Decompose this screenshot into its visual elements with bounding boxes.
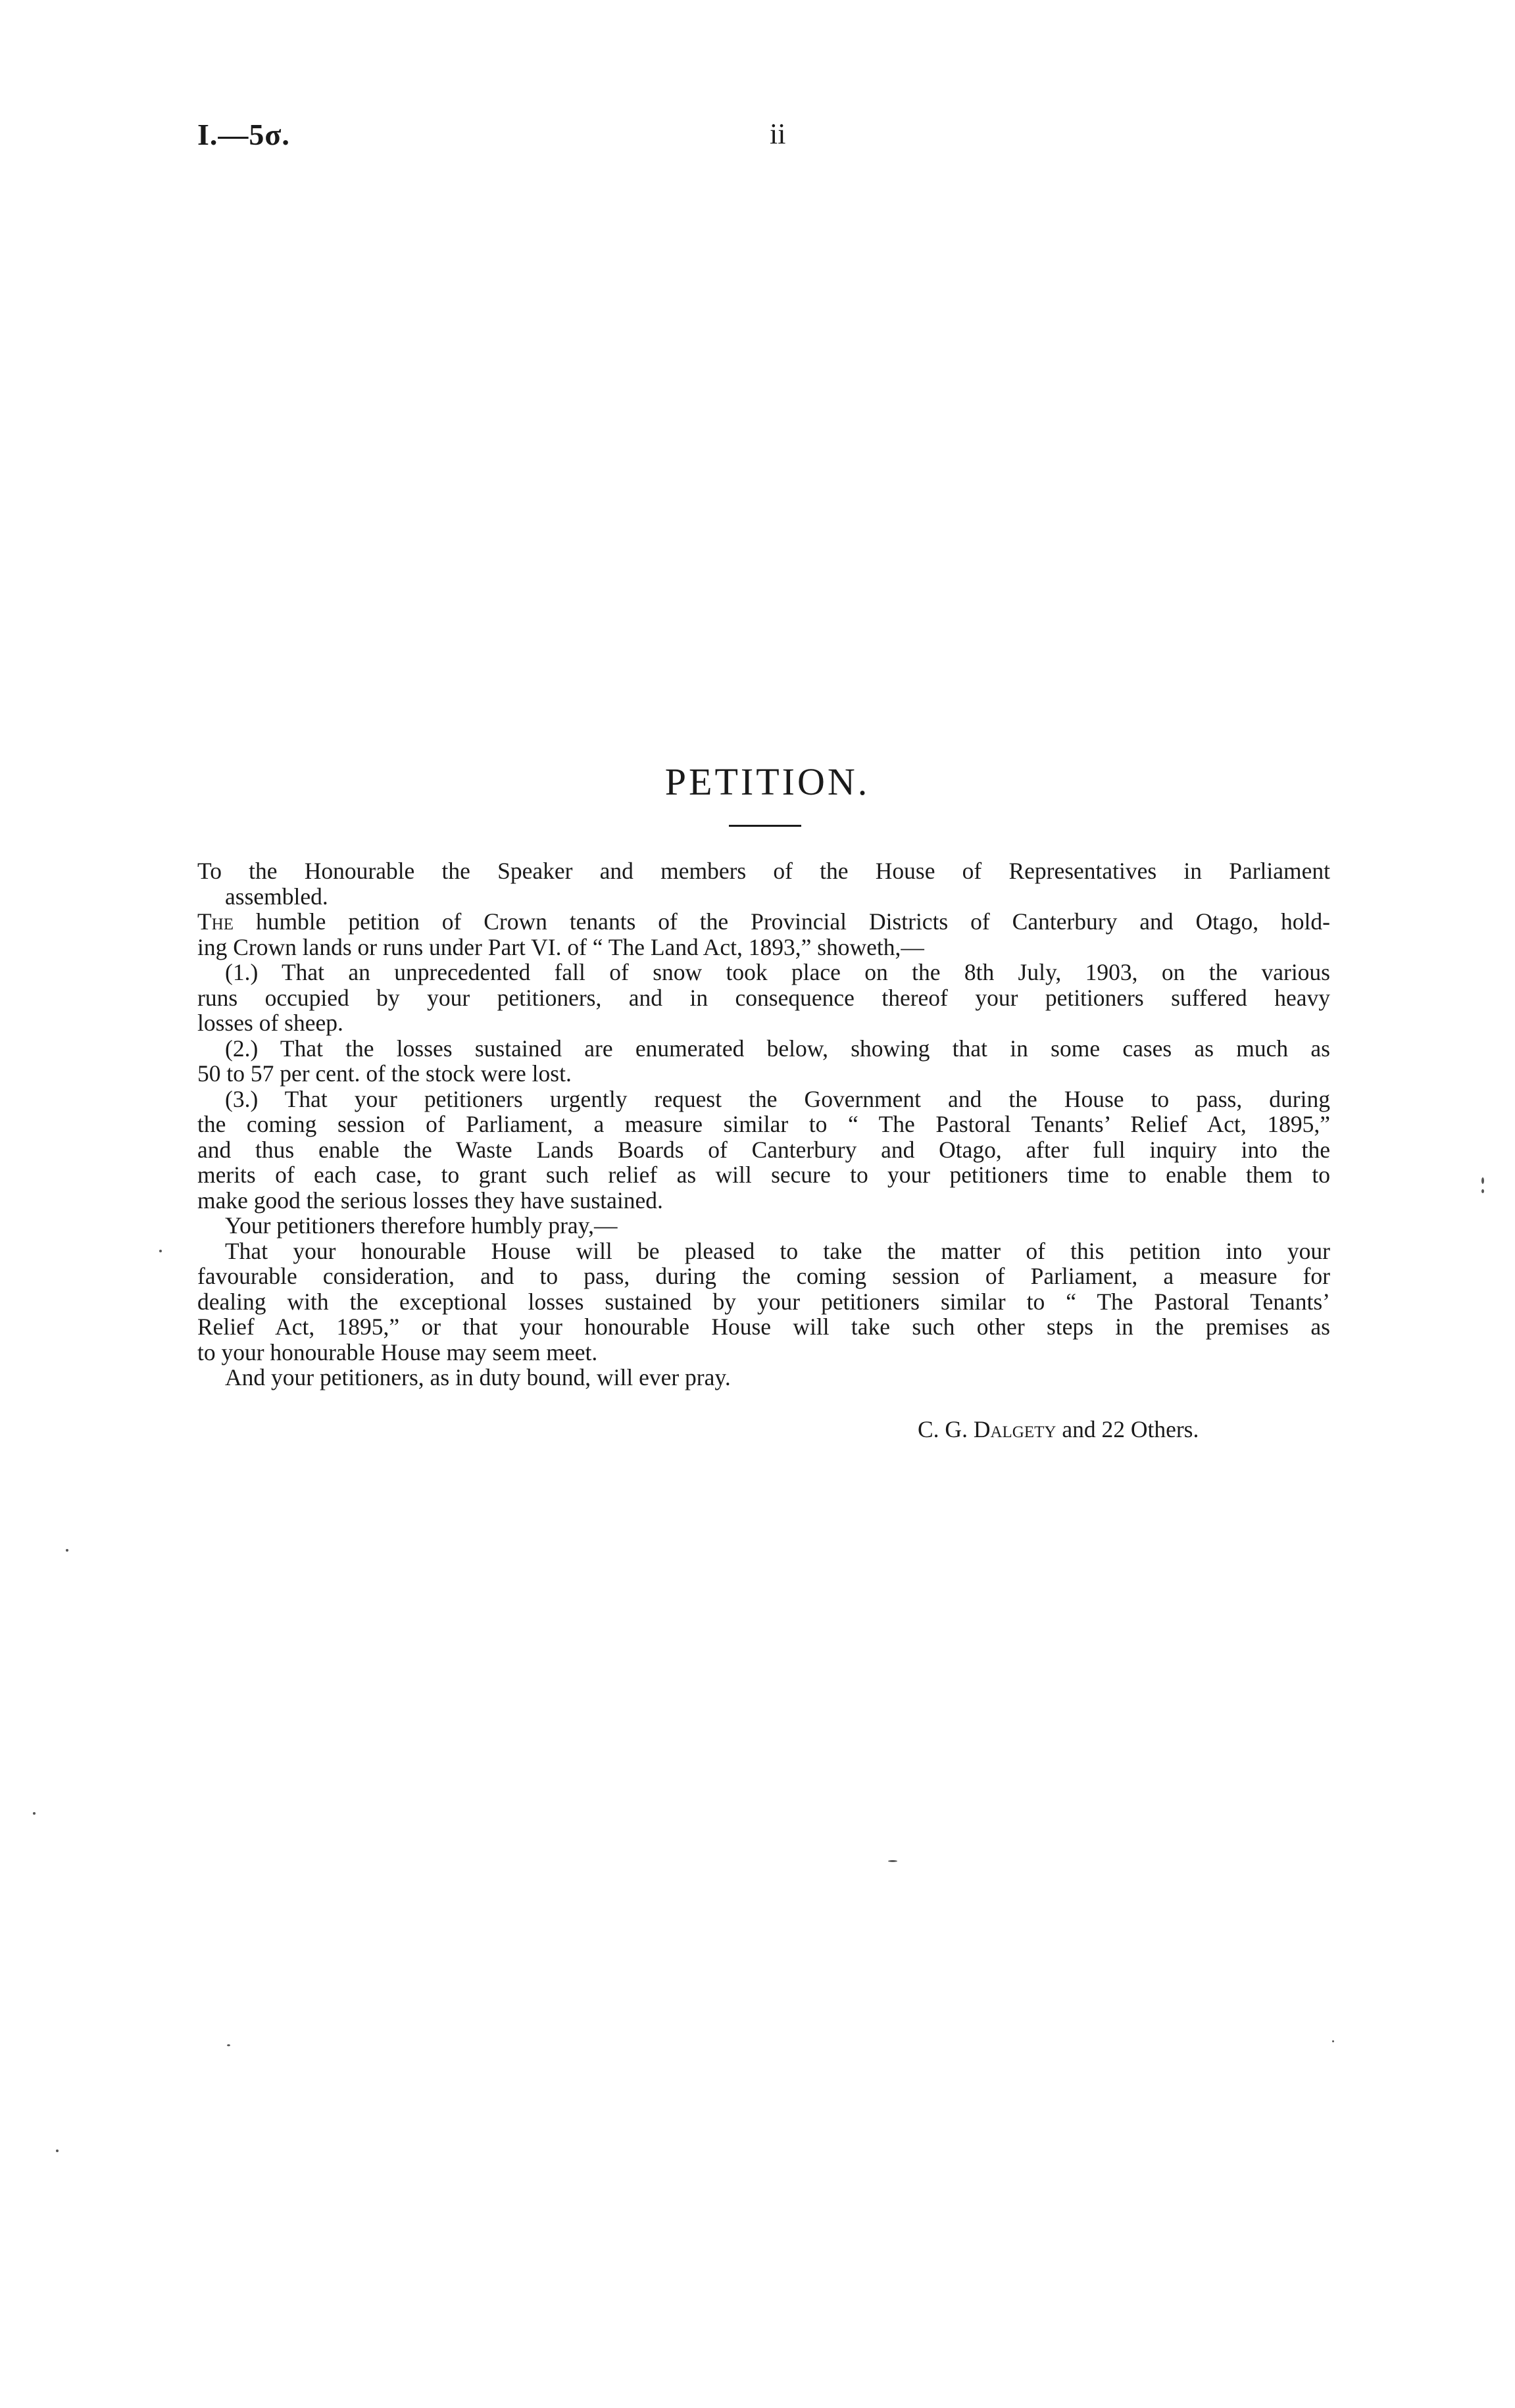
- clause-line: (2.) That the losses sustained are enumerated below, showing that in some cases as much as: [225, 1035, 1330, 1062]
- signature-surname: Dalgety: [973, 1416, 1056, 1442]
- clause-line: (1.) That an unprecedented fall of snow took place on the 8th July, 1903, on the various: [225, 959, 1330, 985]
- scan-speck: [227, 2044, 230, 2046]
- scan-speck: [1481, 1177, 1484, 1184]
- opening-line: ing Crown lands or runs under Part VI. of “ The Land Act, 1893,” showeth,—: [197, 933, 924, 960]
- document-reference: I.—5σ.: [197, 118, 290, 151]
- prayer-line: favourable consideration, and to pass, during the coming session of Parliament, a measure for: [197, 1263, 1330, 1289]
- title-rule: [729, 825, 801, 827]
- address-line: To the Honourable the Speaker and members of the House of Representatives in Parliament: [197, 858, 1330, 884]
- signature: [918, 1415, 1199, 1443]
- prayer-line: That your honourable House will be pleased to take the matter of this petition into your: [225, 1237, 1330, 1264]
- scan-speck: [1332, 2040, 1334, 2042]
- address-line: assembled.: [225, 883, 328, 910]
- prayer-line: dealing with the exceptional losses sustained by your petitioners similar to “ The Pastoral Tenants’: [197, 1288, 1330, 1315]
- petition-body: [197, 858, 1330, 1390]
- scan-speck: [159, 1250, 162, 1252]
- closing-line: And your petitioners, as in duty bound, will ever pray.: [225, 1364, 731, 1390]
- scan-speck: [1481, 1189, 1484, 1193]
- scan-speck: [66, 1549, 68, 1552]
- clause-line: make good the serious losses they have sustained.: [197, 1187, 663, 1214]
- scan-speck: [33, 1812, 36, 1815]
- scan-speck: [56, 2150, 59, 2152]
- prayer-line: Relief Act, 1895,” or that your honourable House will take such other steps in the premises as: [197, 1314, 1330, 1340]
- clause-line: losses of sheep.: [197, 1010, 343, 1036]
- opening-line: [197, 909, 1330, 935]
- prayer-intro: Your petitioners therefore humbly pray,—: [225, 1212, 618, 1239]
- clause-line: the coming session of Parliament, a measure similar to “ The Pastoral Tenants’ Relief Act, 1895,”: [197, 1111, 1330, 1137]
- prayer-line: to your honourable House may seem meet.: [197, 1339, 598, 1365]
- opening-text: humble petition of Crown tenants of the Provincial Districts of Canterbury and Otago, hold-: [234, 908, 1330, 935]
- opening-lead-word: The: [197, 908, 234, 935]
- clause-line: (3.) That your petitioners urgently request the Government and the House to pass, during: [225, 1085, 1330, 1112]
- scan-speck: [888, 1860, 897, 1862]
- signature-initials: C. G.: [918, 1416, 974, 1442]
- clause-line: and thus enable the Waste Lands Boards of Canterbury and Otago, after full inquiry into the: [197, 1136, 1330, 1163]
- page-number: ii: [770, 118, 786, 150]
- signature-suffix: and 22 Others.: [1056, 1416, 1199, 1442]
- clause-line: 50 to 57 per cent. of the stock were lost.: [197, 1060, 572, 1087]
- clause-line: runs occupied by your petitioners, and in consequence thereof your petitioners suffered heavy: [197, 984, 1330, 1011]
- clause-line: merits of each case, to grant such relief as will secure to your petitioners time to enable them to: [197, 1162, 1330, 1188]
- page-title: PETITION.: [664, 760, 870, 803]
